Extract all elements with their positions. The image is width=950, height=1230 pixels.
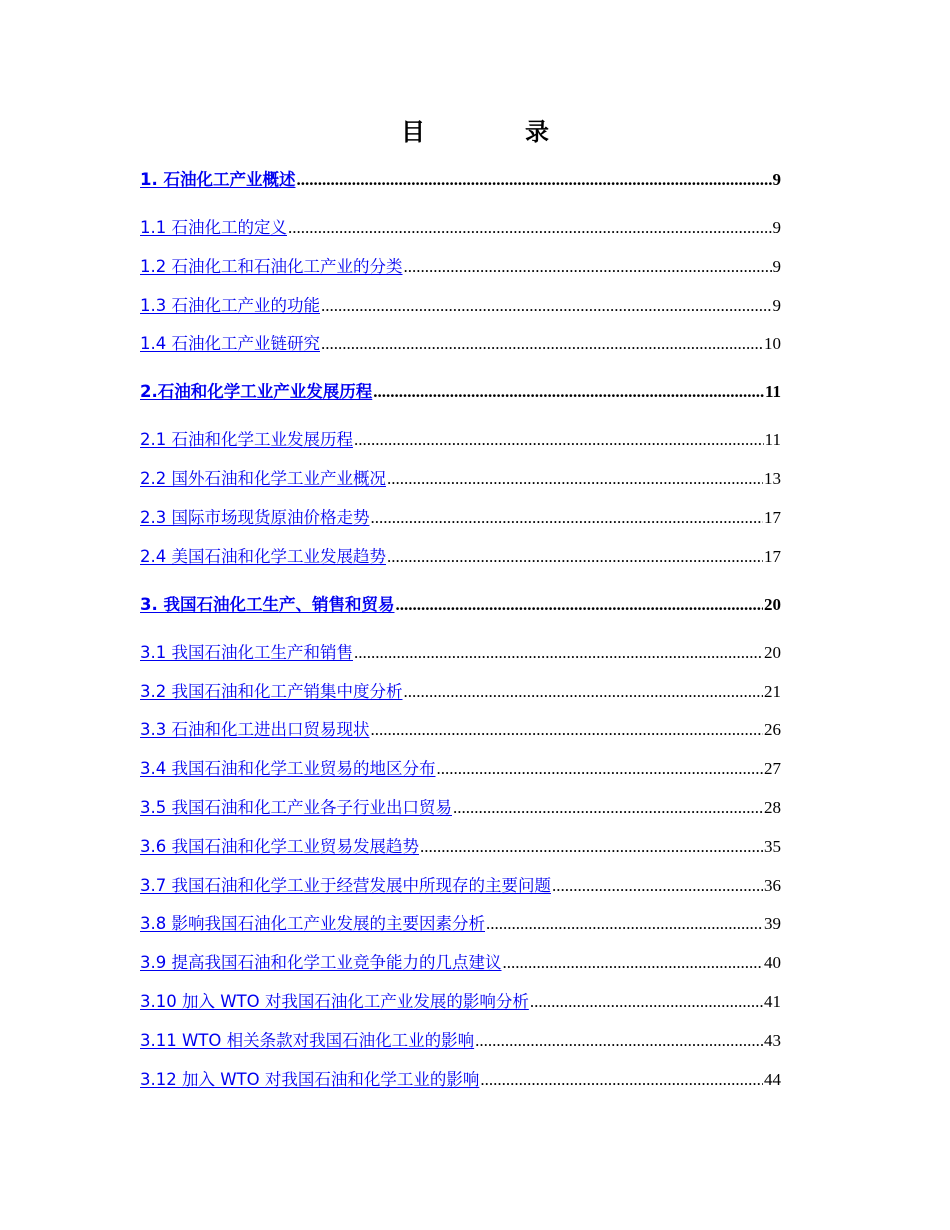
toc-entry-link[interactable]: 3.10 加入 WTO 对我国石油化工产业发展的影响分析 (140, 992, 529, 1011)
toc-leader-dots (437, 758, 764, 780)
toc-entry-link[interactable]: 2.3 国际市场现货原油价格走势 (140, 508, 370, 527)
toc-leader-dots (354, 642, 763, 664)
toc-entry[interactable] (140, 715, 781, 741)
toc-entry[interactable] (140, 677, 781, 703)
toc-entry-link[interactable]: 3.11 WTO 相关条款对我国石油化工业的影响 (140, 1030, 475, 1050)
toc-leader-dots (486, 913, 763, 935)
toc-entry[interactable] (140, 213, 781, 239)
toc-page-number: 21 (764, 681, 781, 701)
toc-entry-link[interactable]: 2.石油和化学工业产业发展历程 (140, 382, 373, 402)
toc-page-number: 13 (764, 469, 781, 489)
toc-leader-dots (387, 546, 763, 568)
toc-leader-dots (373, 381, 764, 403)
toc-page-number: 10 (764, 334, 781, 354)
toc-page-number: 36 (764, 875, 781, 895)
toc-leader-dots (321, 295, 772, 317)
toc-page-number: 9 (772, 295, 781, 315)
toc-entry-link[interactable]: 1.3 石油化工产业的功能 (140, 295, 320, 315)
toc-entry-link[interactable]: 1. 石油化工产业概述 (140, 170, 296, 189)
toc-entry[interactable] (140, 590, 781, 616)
toc-page-number: 43 (764, 1030, 781, 1050)
toc-page-number: 17 (764, 508, 781, 527)
toc-page-number: 9 (772, 218, 781, 237)
toc-entry-link[interactable]: 3.9 提高我国石油和化学工业竞争能力的几点建议 (140, 953, 502, 973)
toc-entry[interactable] (140, 832, 781, 858)
toc-leader-dots (387, 468, 763, 490)
toc-entry[interactable] (140, 1026, 781, 1052)
toc-page-number: 41 (764, 992, 781, 1011)
toc-entry-link[interactable]: 3.8 影响我国石油化工产业发展的主要因素分析 (140, 914, 485, 934)
toc-entry[interactable] (140, 425, 781, 451)
toc-leader-dots (552, 875, 763, 897)
toc-leader-dots (475, 1030, 763, 1052)
toc-entry[interactable] (140, 638, 781, 664)
toc-leader-dots (396, 594, 764, 616)
toc-entry[interactable] (140, 987, 781, 1013)
toc-entry-link[interactable]: 3.2 我国石油和化工产销集中度分析 (140, 681, 403, 701)
toc-page-number: 11 (764, 382, 781, 402)
toc-entry-link[interactable]: 3.4 我国石油和化学工业贸易的地区分布 (140, 759, 436, 779)
toc-entry-link[interactable]: 3.3 石油和化工进出口贸易现状 (140, 720, 370, 740)
toc-entry-link[interactable]: 3.1 我国石油化工生产和销售 (140, 642, 353, 662)
toc-page-number: 20 (764, 642, 781, 662)
toc-leader-dots (404, 256, 772, 278)
toc-entry-link[interactable]: 1.2 石油化工和石油化工产业的分类 (140, 256, 403, 276)
toc-leader-dots (354, 429, 764, 451)
toc-entry-link[interactable]: 3. 我国石油化工生产、销售和贸易 (140, 594, 395, 614)
toc-entry[interactable] (140, 909, 781, 935)
toc-entry[interactable] (140, 793, 781, 819)
toc-page-number: 35 (764, 836, 781, 856)
toc-entry[interactable] (140, 329, 781, 355)
toc-page-number: 9 (772, 170, 781, 189)
toc-entry-link[interactable]: 2.4 美国石油和化学工业发展趋势 (140, 546, 386, 566)
toc-entry[interactable] (140, 252, 781, 278)
toc-page-number: 44 (764, 1069, 781, 1089)
toc-entry[interactable] (140, 871, 781, 897)
toc-entry[interactable] (140, 754, 781, 780)
toc-page-number: 40 (764, 953, 781, 973)
toc-entry-link[interactable]: 3.6 我国石油和化学工业贸易发展趋势 (140, 836, 419, 856)
toc-entry[interactable] (140, 542, 781, 568)
toc-entry[interactable] (140, 291, 781, 317)
toc-leader-dots (453, 797, 763, 819)
toc-page-number: 26 (764, 720, 781, 740)
toc-entry[interactable] (140, 464, 781, 490)
toc-entry-link[interactable]: 2.1 石油和化学工业发展历程 (140, 430, 353, 450)
toc-leader-dots (420, 836, 763, 858)
toc-leader-dots (371, 507, 764, 529)
toc-page-number: 28 (764, 798, 781, 817)
toc-page-number: 17 (764, 546, 781, 566)
toc-entry-link[interactable]: 3.7 我国石油和化学工业于经营发展中所现存的主要问题 (140, 875, 551, 895)
toc-leader-dots (404, 681, 764, 703)
toc-entry-link[interactable]: 1.4 石油化工产业链研究 (140, 334, 320, 354)
toc-page-number: 27 (764, 759, 781, 779)
toc-entry-link[interactable]: 3.12 加入 WTO 对我国石油和化学工业的影响 (140, 1069, 480, 1089)
toc-entry[interactable] (140, 1065, 781, 1091)
toc-entry-link[interactable]: 2.2 国外石油和化学工业产业概况 (140, 469, 386, 489)
toc-page-number: 39 (764, 914, 781, 934)
toc-entry[interactable] (140, 165, 781, 191)
toc-leader-dots (321, 333, 763, 355)
toc-entry[interactable] (140, 948, 781, 974)
toc-leader-dots (371, 719, 764, 741)
toc-entry[interactable] (140, 503, 781, 529)
toc-page-number: 20 (764, 594, 781, 614)
toc-page-number: 11 (764, 430, 781, 450)
toc-page-number: 9 (772, 256, 781, 276)
toc-leader-dots (297, 169, 772, 191)
toc-entry[interactable] (140, 377, 781, 403)
toc-leader-dots (288, 217, 772, 239)
toc-entry-link[interactable]: 3.5 我国石油和化工产业各子行业出口贸易 (140, 798, 452, 817)
toc-entry-link[interactable]: 1.1 石油化工的定义 (140, 218, 287, 237)
toc-leader-dots (480, 1069, 763, 1091)
toc-leader-dots (503, 952, 764, 974)
toc-leader-dots (530, 991, 763, 1013)
toc-title: 目 录 (401, 118, 587, 146)
